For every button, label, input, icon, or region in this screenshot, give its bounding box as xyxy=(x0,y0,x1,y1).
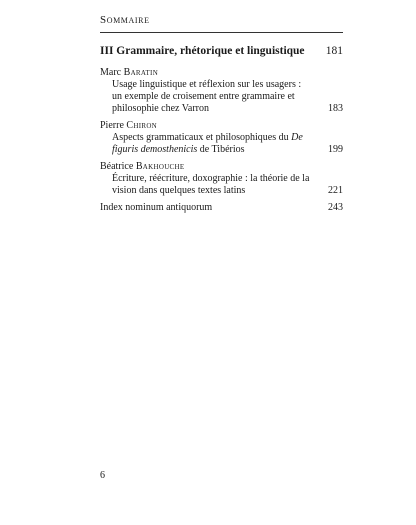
entry-title: Usage linguistique et réflexion sur les usagers : un exemple de croisement entre grammaire et philosophie chez Varron xyxy=(112,79,302,114)
author-last-name: Baratin xyxy=(123,67,159,78)
index-title: Index nominum antiquorum xyxy=(100,202,213,213)
header-rule xyxy=(100,32,343,33)
page-number: 6 xyxy=(100,470,105,481)
running-title: Sommaire xyxy=(100,14,150,26)
author-first-name: Marc xyxy=(100,67,124,78)
entry-page-number: 183 xyxy=(328,103,343,114)
entry-line xyxy=(100,173,343,197)
author-first-name: Pierre xyxy=(100,120,127,131)
author-name xyxy=(100,161,343,173)
entry-title xyxy=(112,132,312,156)
entry-line xyxy=(100,79,343,115)
toc-entry xyxy=(100,120,343,156)
entry-title: Écriture, réécriture, doxographie : la théorie de la vision dans quelques textes latins xyxy=(112,173,310,196)
section-page-number: 181 xyxy=(325,45,343,57)
index-page-number: 243 xyxy=(328,202,343,213)
index-entry xyxy=(100,202,343,214)
section-title: III Grammaire, rhétorique et linguistique xyxy=(100,45,305,57)
toc-entry xyxy=(100,161,343,197)
entry-title-italic: De figuris demosthenicis xyxy=(112,132,303,155)
entry-line xyxy=(100,132,343,156)
author-first-name: Béatrice xyxy=(100,161,136,172)
table-of-contents xyxy=(100,44,343,214)
author-name xyxy=(100,120,343,132)
entry-title-before: Aspects grammaticaux et philosophiques du xyxy=(112,132,292,143)
author-last-name: Bakhouche xyxy=(135,161,185,172)
toc-entry xyxy=(100,67,343,115)
entry-page-number: 221 xyxy=(328,185,343,196)
author-name xyxy=(100,67,343,79)
section-heading xyxy=(100,44,343,58)
author-last-name: Chiron xyxy=(126,120,158,131)
entry-page-number: 199 xyxy=(328,144,343,155)
entry-title-after: de Tibérios xyxy=(197,144,245,155)
running-header xyxy=(100,13,343,27)
